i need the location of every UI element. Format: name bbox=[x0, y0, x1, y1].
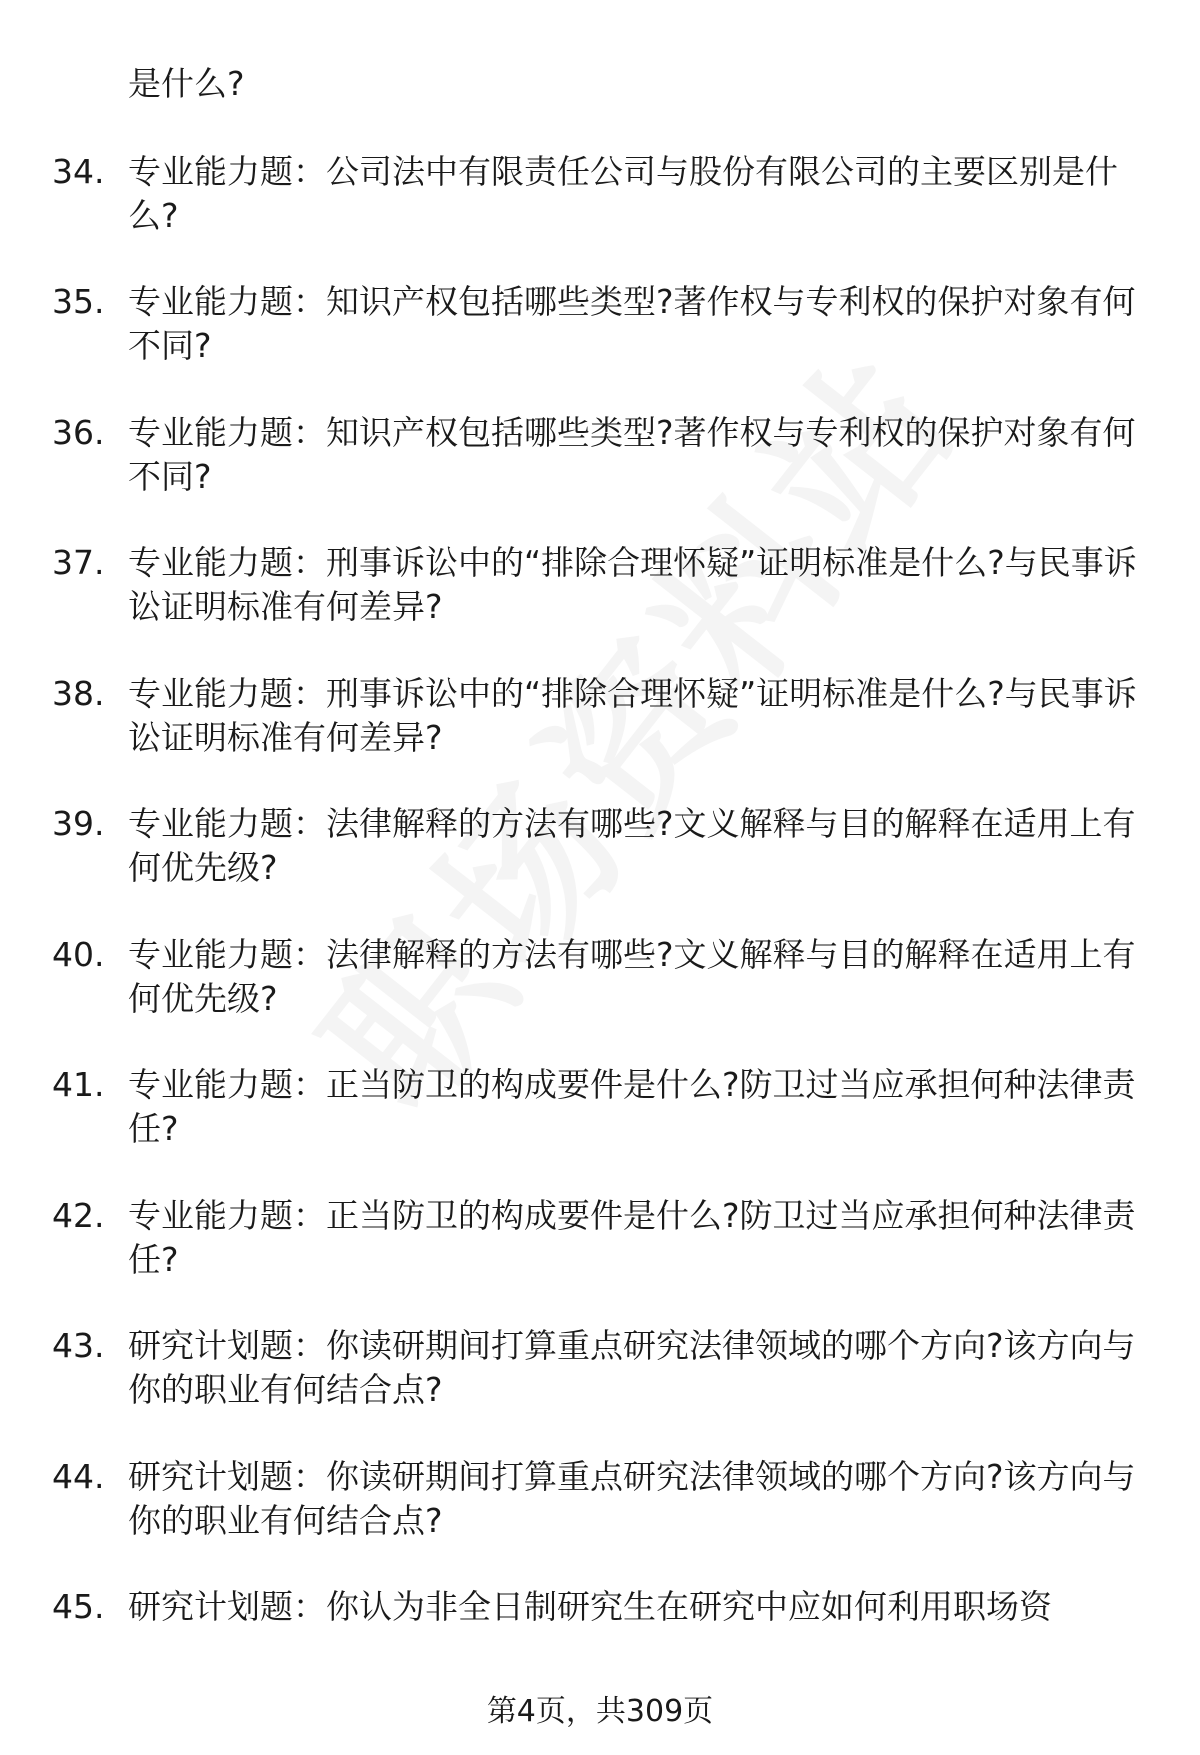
item-number: 35. bbox=[52, 282, 105, 321]
item-number: 43. bbox=[52, 1326, 105, 1365]
page-number: 第4页，共309页 bbox=[486, 1694, 714, 1729]
item-number: 39. bbox=[52, 804, 105, 843]
item-number: 37. bbox=[52, 543, 105, 582]
item-number: 41. bbox=[52, 1065, 105, 1104]
item-number: 40. bbox=[52, 935, 105, 974]
item-number: 38. bbox=[52, 674, 105, 713]
item-number: 36. bbox=[52, 413, 105, 452]
item-number: 42. bbox=[52, 1196, 105, 1235]
item-text: 专业能力题：正当防卫的构成要件是什么?防卫过当应承担何种法律责任? bbox=[128, 1196, 1136, 1279]
item-text: 专业能力题：法律解释的方法有哪些?文义解释与目的解释在适用上有何优先级? bbox=[128, 804, 1136, 887]
item-text: 研究计划题：你读研期间打算重点研究法律领域的哪个方向?该方向与你的职业有何结合点? bbox=[128, 1457, 1136, 1540]
item-text: 专业能力题：正当防卫的构成要件是什么?防卫过当应承担何种法律责任? bbox=[128, 1065, 1136, 1148]
item-text: 研究计划题：你读研期间打算重点研究法律领域的哪个方向?该方向与你的职业有何结合点? bbox=[128, 1326, 1136, 1409]
item-text: 专业能力题：知识产权包括哪些类型?著作权与专利权的保护对象有何不同? bbox=[128, 413, 1136, 496]
item-text: 专业能力题：知识产权包括哪些类型?著作权与专利权的保护对象有何不同? bbox=[128, 282, 1136, 365]
item-text: 专业能力题：刑事诉讼中的“排除合理怀疑”证明标准是什么?与民事诉讼证明标准有何差异? bbox=[128, 674, 1137, 757]
item-number: 45. bbox=[52, 1587, 105, 1626]
item-text: 研究计划题：你认为非全日制研究生在研究中应如何利用职场资 bbox=[128, 1587, 1052, 1626]
item-text: 专业能力题：法律解释的方法有哪些?文义解释与目的解释在适用上有何优先级? bbox=[128, 935, 1136, 1018]
continuation-text: 是什么? bbox=[128, 64, 245, 103]
item-number: 44. bbox=[52, 1457, 105, 1496]
item-text: 专业能力题：公司法中有限责任公司与股份有限公司的主要区别是什么? bbox=[128, 152, 1118, 235]
item-number: 34. bbox=[52, 152, 105, 191]
item-text: 专业能力题：刑事诉讼中的“排除合理怀疑”证明标准是什么?与民事诉讼证明标准有何差异? bbox=[128, 543, 1137, 626]
